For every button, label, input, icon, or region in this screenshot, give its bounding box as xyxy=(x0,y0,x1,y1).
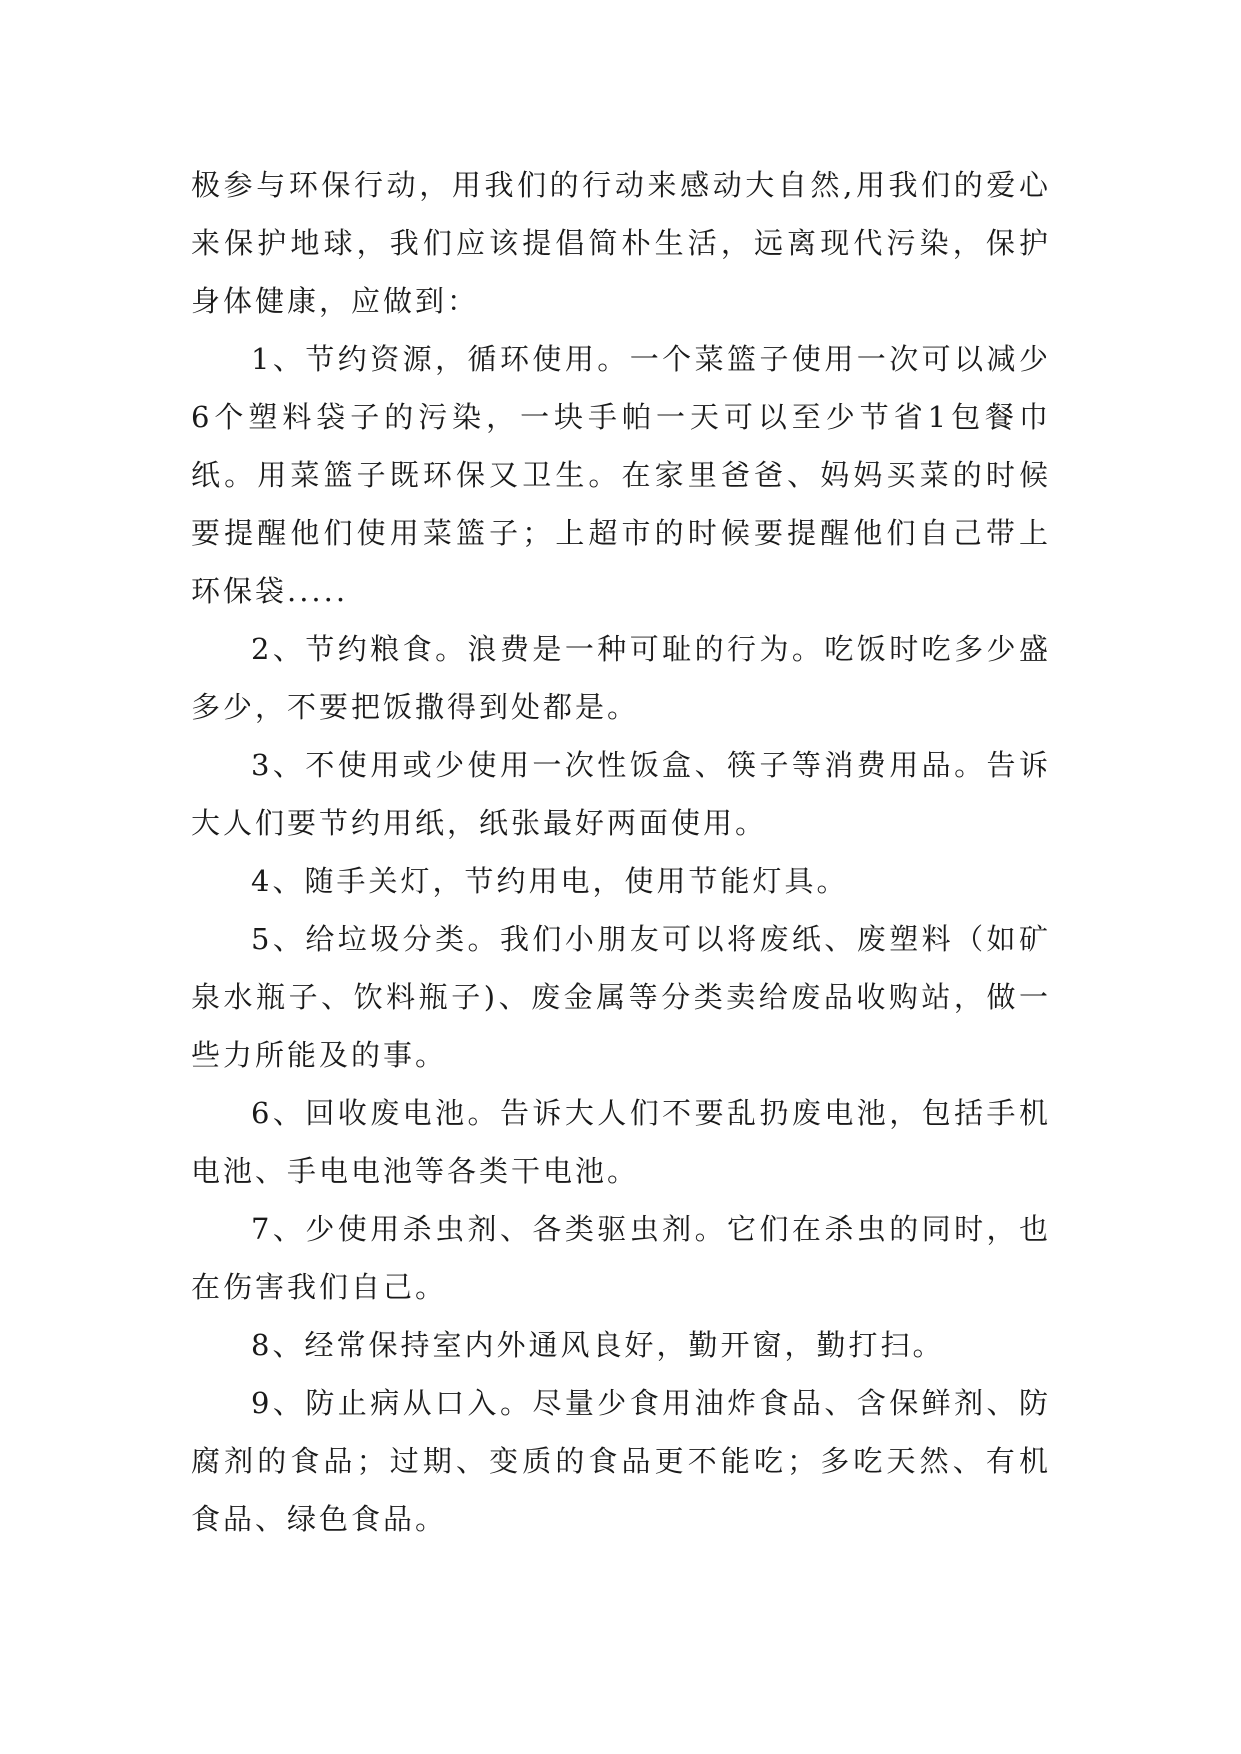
paragraph-item-6: 6、回收废电池。告诉大人们不要乱扔废电池，包括手机电池、手电电池等各类干电池。 xyxy=(191,1096,1051,1188)
paragraph-item-4: 4、随手关灯，节约用电，使用节能灯具。 xyxy=(251,864,849,898)
paragraph-item-7: 7、少使用杀虫剂、各类驱虫剂。它们在杀虫的同时，也在伤害我们自己。 xyxy=(191,1212,1051,1304)
paragraph-item-3: 3、不使用或少使用一次性饭盒、筷子等消费用品。告诉大人们要节约用纸，纸张最好两面使用。 xyxy=(191,748,1051,840)
paragraph-item-5: 5、给垃圾分类。我们小朋友可以将废纸、废塑料（如矿泉水瓶子、饮料瓶子)、废金属等分类卖给废品收购站，做一些力所能及的事。 xyxy=(191,922,1051,1072)
paragraph-item-9: 9、防止病从口入。尽量少食用油炸食品、含保鲜剂、防腐剂的食品；过期、变质的食品更不能吃；多吃天然、有机食品、绿色食品。 xyxy=(191,1386,1051,1536)
paragraph-item-8: 8、经常保持室内外通风良好，勤开窗，勤打扫。 xyxy=(251,1328,945,1362)
document-body xyxy=(191,156,1051,1548)
paragraph-intro: 极参与环保行动，用我们的行动来感动大自然,用我们的爱心来保护地球，我们应该提倡简朴生活，远离现代污染，保护身体健康，应做到： xyxy=(191,168,1051,318)
paragraph-item-2: 2、节约粮食。浪费是一种可耻的行为。吃饭时吃多少盛多少，不要把饭撒得到处都是。 xyxy=(191,632,1051,724)
paragraph-item-1: 1、节约资源，循环使用。一个菜篮子使用一次可以减少6个塑料袋子的污染，一块手帕一天可以至少节省1包餐巾纸。用菜篮子既环保又卫生。在家里爸爸、妈妈买菜的时候要提醒他们使用菜篮子；上超市的时候要提醒他们自己带上环保袋..... xyxy=(191,342,1051,608)
